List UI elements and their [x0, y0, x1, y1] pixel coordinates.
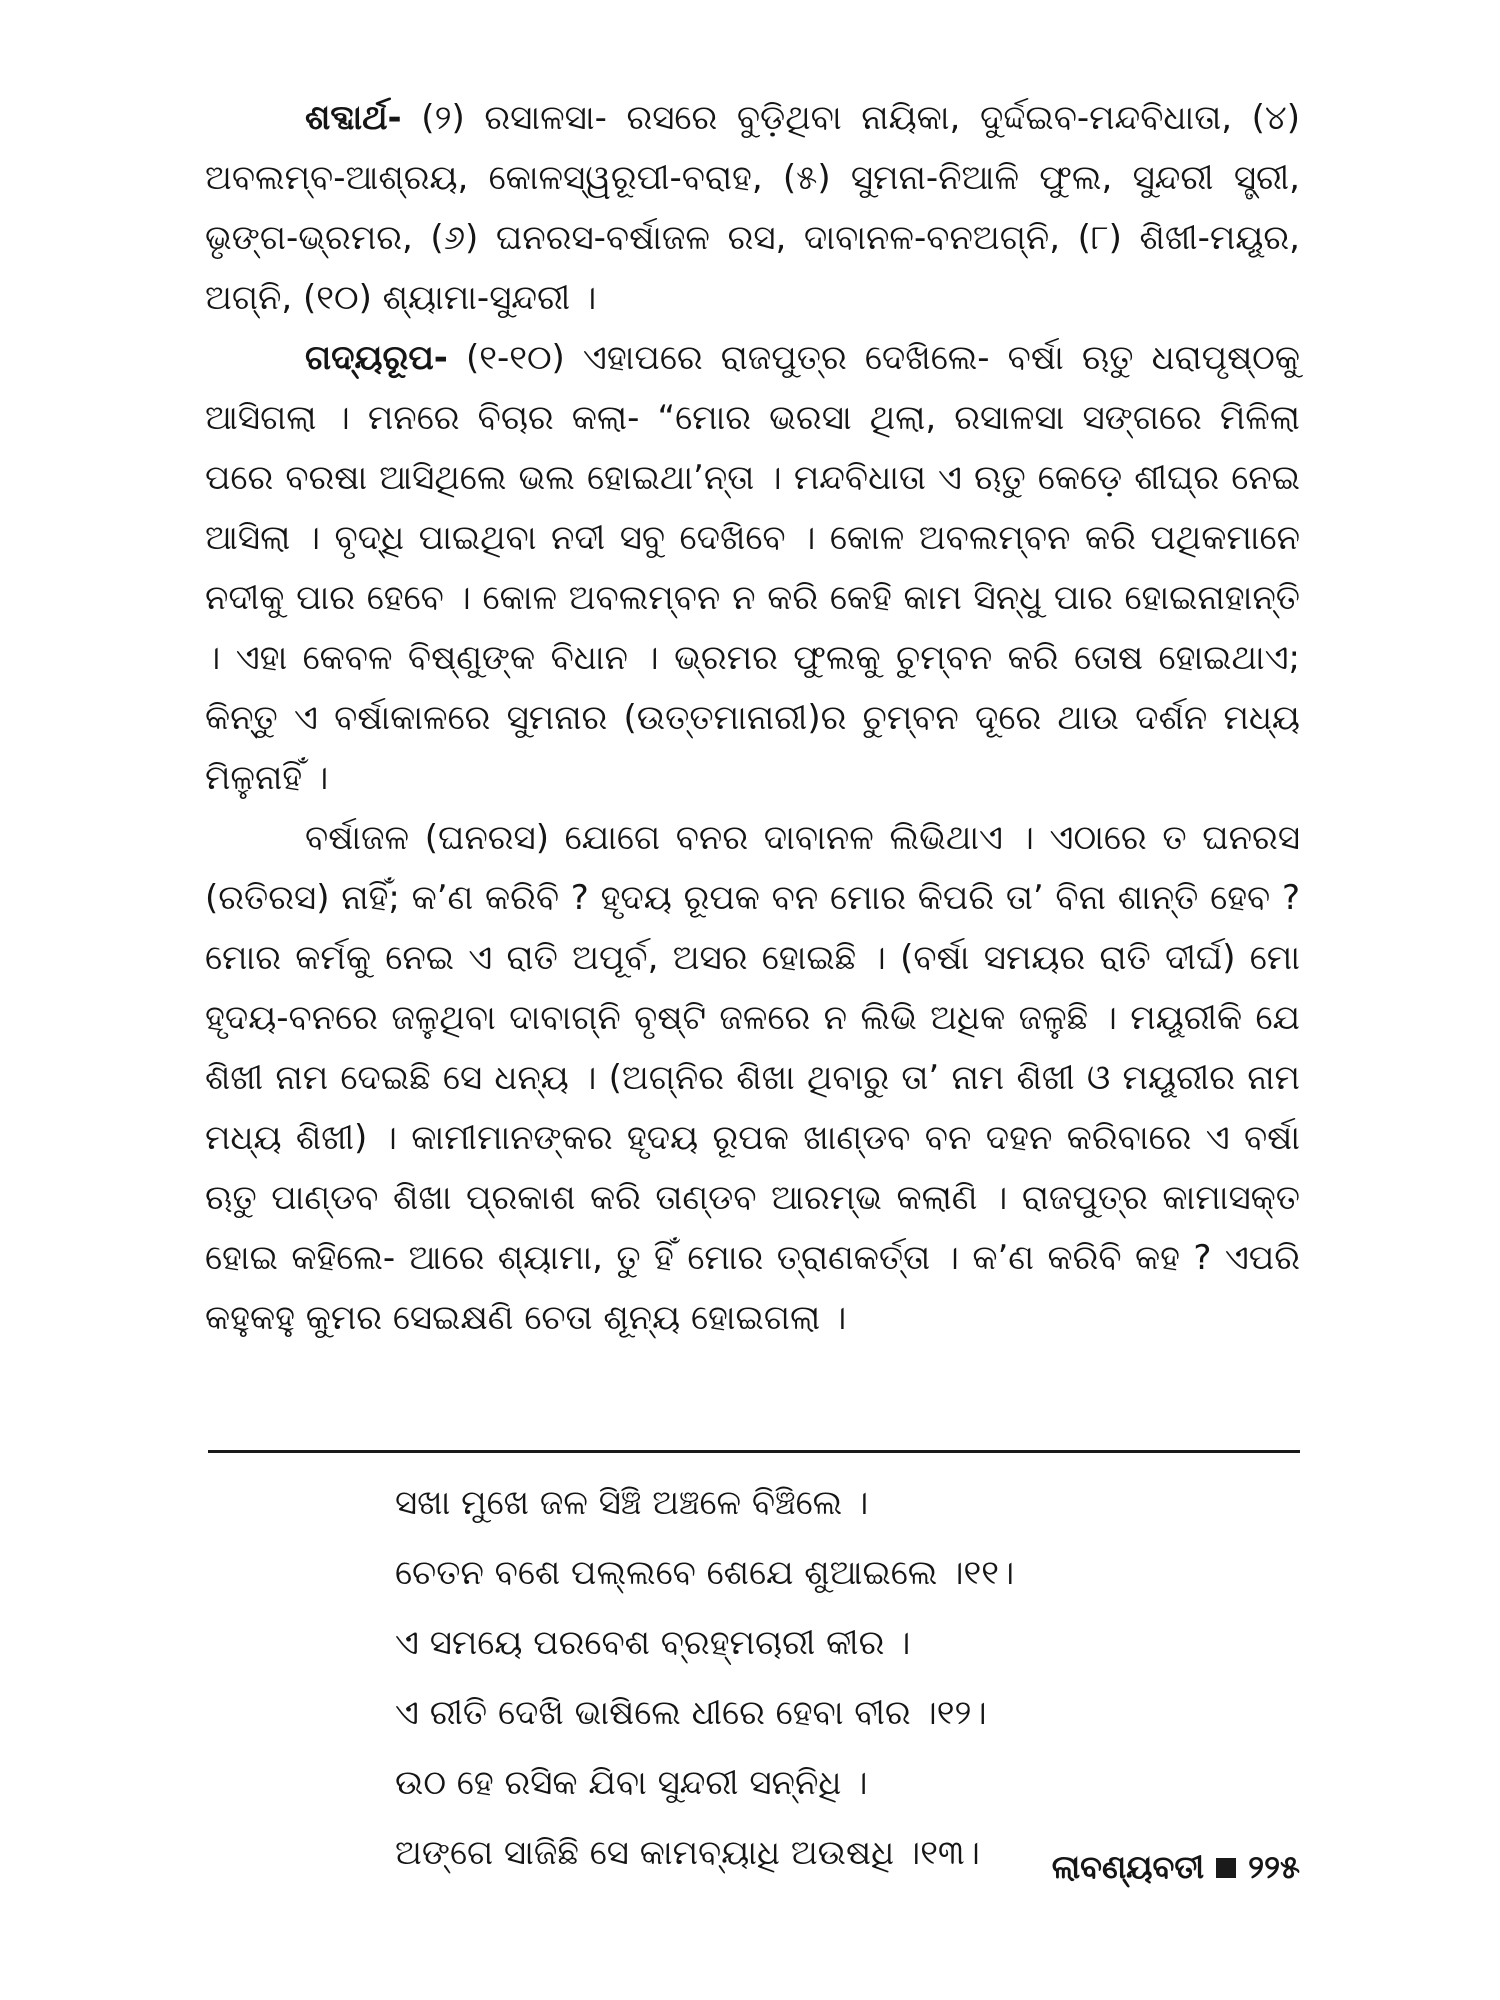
- verse-line: ଏ ରୀତି ଦେଖି ଭାଷିଲେ ଧୀରେ ହେବା ବୀର ।୧୨।: [395, 1693, 987, 1733]
- commentary-paragraph: ବର୍ଷାଜଳ (ଘନରସ) ଯୋଗେ ବନର ଦାବାନଳ ଲିଭିଥାଏ । ଏଠାରେ ତ ଘନରସ (ରତିରସ) ନାହିଁ; କ’ଣ କରିବି ? ହୃଦୟ ରୂପକ ବନ ମୋର କିପରି ତା’ ବିନା ଶାନ୍ତି ହେବ ? ମୋର କର୍ମକୁ ନେଇ ଏ ରାତି ଅପୂର୍ବ, ଅସର ହୋଇଛି । (ବର୍ଷା ସମୟର ରାତି ଦୀର୍ଘ) ମୋ ହୃଦୟ-ବନରେ ଜଳୁଥିବା ଦାବାଗ୍ନି ବୃଷ୍ଟି ଜଳରେ ନ ଲିଭି ଅଧିକ ଜଳୁଛି । ମୟୂରୀକି ଯେ ଶିଖୀ ନାମ ଦେଇଛି ସେ ଧନ୍ୟ । (ଅଗ୍ନିର ଶିଖା ଥିବାରୁ ତା’ ନାମ ଶିଖୀ ଓ ମୟୂରୀର ନାମ ମଧ୍ୟ ଶିଖୀ) । କାମୀମାନଙ୍କର ହୃଦୟ ରୂପକ ଖାଣ୍ଡବ ବନ ଦହନ କରିବାରେ ଏ ବର୍ଷା ଋତୁ ପାଣ୍ଡବ ଶିଖା ପ୍ରକାଶ କରି ତାଣ୍ଡବ ଆରମ୍ଭ କଲାଣି । ରାଜପୁତ୍ର କାମାସକ୍ତ ହୋଇ କହିଲେ- ଆରେ ଶ୍ୟାମା, ତୁ ହିଁ ମୋର ତ୍ରାଣକର୍ତ୍ତା । କ’ଣ କରିବି କହ ? ଏପରି କହୁକହୁ କୁମର ସେଇକ୍ଷଣି ଚେତା ଶୂନ୍ୟ ହୋଇଗଲା ।: [205, 818, 1300, 1338]
- verse-line: ଉଠ ହେ ରସିକ ଯିବା ସୁନ୍ଦରୀ ସନ୍ନିଧି ।: [395, 1763, 868, 1803]
- glossary-paragraph: [205, 88, 1300, 328]
- prose-rendering-text: (୧-୧୦) ଏହାପରେ ରାଜପୁତ୍ର ଦେଖିଲେ- ବର୍ଷା ଋତୁ ଧରାପୃଷ୍ଠକୁ ଆସିଗଲା । ମନରେ ବିଚାର କଲା- “ମୋର ଭରସା ଥିଲା, ରସାଳସା ସଙ୍ଗରେ ମିଳିଲା ପରେ ବରଷା ଆସିଥିଲେ ଭଲ ହୋଇଥା’ନ୍ତା । ମନ୍ଦବିଧାତା ଏ ଋତୁ କେଡ଼େ ଶୀଘ୍ର ନେଇ ଆସିଲା । ବୃଦ୍ଧି ପାଇଥିବା ନଦୀ ସବୁ ଦେଖିବେ । କୋଳ ଅବଲମ୍ବନ କରି ପଥିକମାନେ ନଦୀକୁ ପାର ହେବେ । କୋଳ ଅବଲମ୍ବନ ନ କରି କେହି କାମ ସିନ୍ଧୁ ପାର ହୋଇନାହାନ୍ତି । ଏହା କେବଳ ବିଷ୍ଣୁଙ୍କ ବିଧାନ । ଭ୍ରମର ଫୁଲକୁ ଚୁମ୍ବନ କରି ତୋଷ ହୋଇଥାଏ; କିନ୍ତୁ ଏ ବର୍ଷାକାଳରେ ସୁମନାର (ଉତ୍ତମାନାରୀ)ର ଚୁମ୍ବନ ଦୂରେ ଥାଉ ଦର୍ଶନ ମଧ୍ୟ ମିଳୁନାହିଁ ।: [205, 338, 1300, 798]
- verse-line: ସଖା ମୁଖେ ଜଳ ସିଞ୍ଚି ଅଞ୍ଚଳେ ବିଞ୍ଚିଲେ ।: [395, 1483, 869, 1523]
- glossary-text: (୨) ରସାଳସା- ରସରେ ବୁଡ଼ିଥିବା ନାୟିକା, ଦୁର୍ଦ୍ଦଇବ-ମନ୍ଦବିଧାତା, (୪) ଅବଲମ୍ବ-ଆଶ୍ରୟ, କୋଳସ୍ୱରୂପୀ-ବରାହ, (୫) ସୁମନା-ନିଆଳି ଫୁଲ, ସୁନ୍ଦରୀ ସ୍ତ୍ରୀ, ଭୃଙ୍ଗ-ଭ୍ରମର, (୬) ଘନରସ-ବର୍ଷାଜଳ ରସ, ଦାବାନଳ-ବନଅଗ୍ନି, (୮) ଶିଖୀ-ମୟୂର, ଅଗ୍ନି, (୧୦) ଶ୍ୟାମା-ସୁନ୍ଦରୀ ।: [205, 98, 1300, 318]
- section-divider: [208, 1450, 1300, 1453]
- prose-section: [205, 88, 1300, 1348]
- page-footer: [1052, 1848, 1300, 1887]
- verse-line: ଅଙ୍ଗେ ସାଜିଛି ସେ କାମବ୍ୟାଧି ଅଉଷଧି ।୧୩।: [395, 1833, 980, 1873]
- separator-square-icon: [1216, 1858, 1236, 1878]
- verse-block: [395, 1468, 1300, 1888]
- glossary-label: ଶବ୍ଦାର୍ଥ-: [305, 98, 402, 138]
- prose-rendering-label: ଗଦ୍ୟରୂପ-: [305, 338, 448, 378]
- prose-rendering-paragraph: [205, 328, 1300, 808]
- book-title: ଲାବଣ୍ୟବତୀ: [1051, 1848, 1205, 1886]
- page-number: ୨୨୫: [1248, 1848, 1300, 1886]
- verse-line: ଚେତନ ବଶେ ପଲ୍ଲବେ ଶେଯେ ଶୁଆଇଲେ ।୧୧।: [395, 1553, 1015, 1593]
- verse-line: ଏ ସମୟେ ପରବେଶ ବ୍ରହ୍ମଚାରୀ କୀର ।: [395, 1623, 911, 1663]
